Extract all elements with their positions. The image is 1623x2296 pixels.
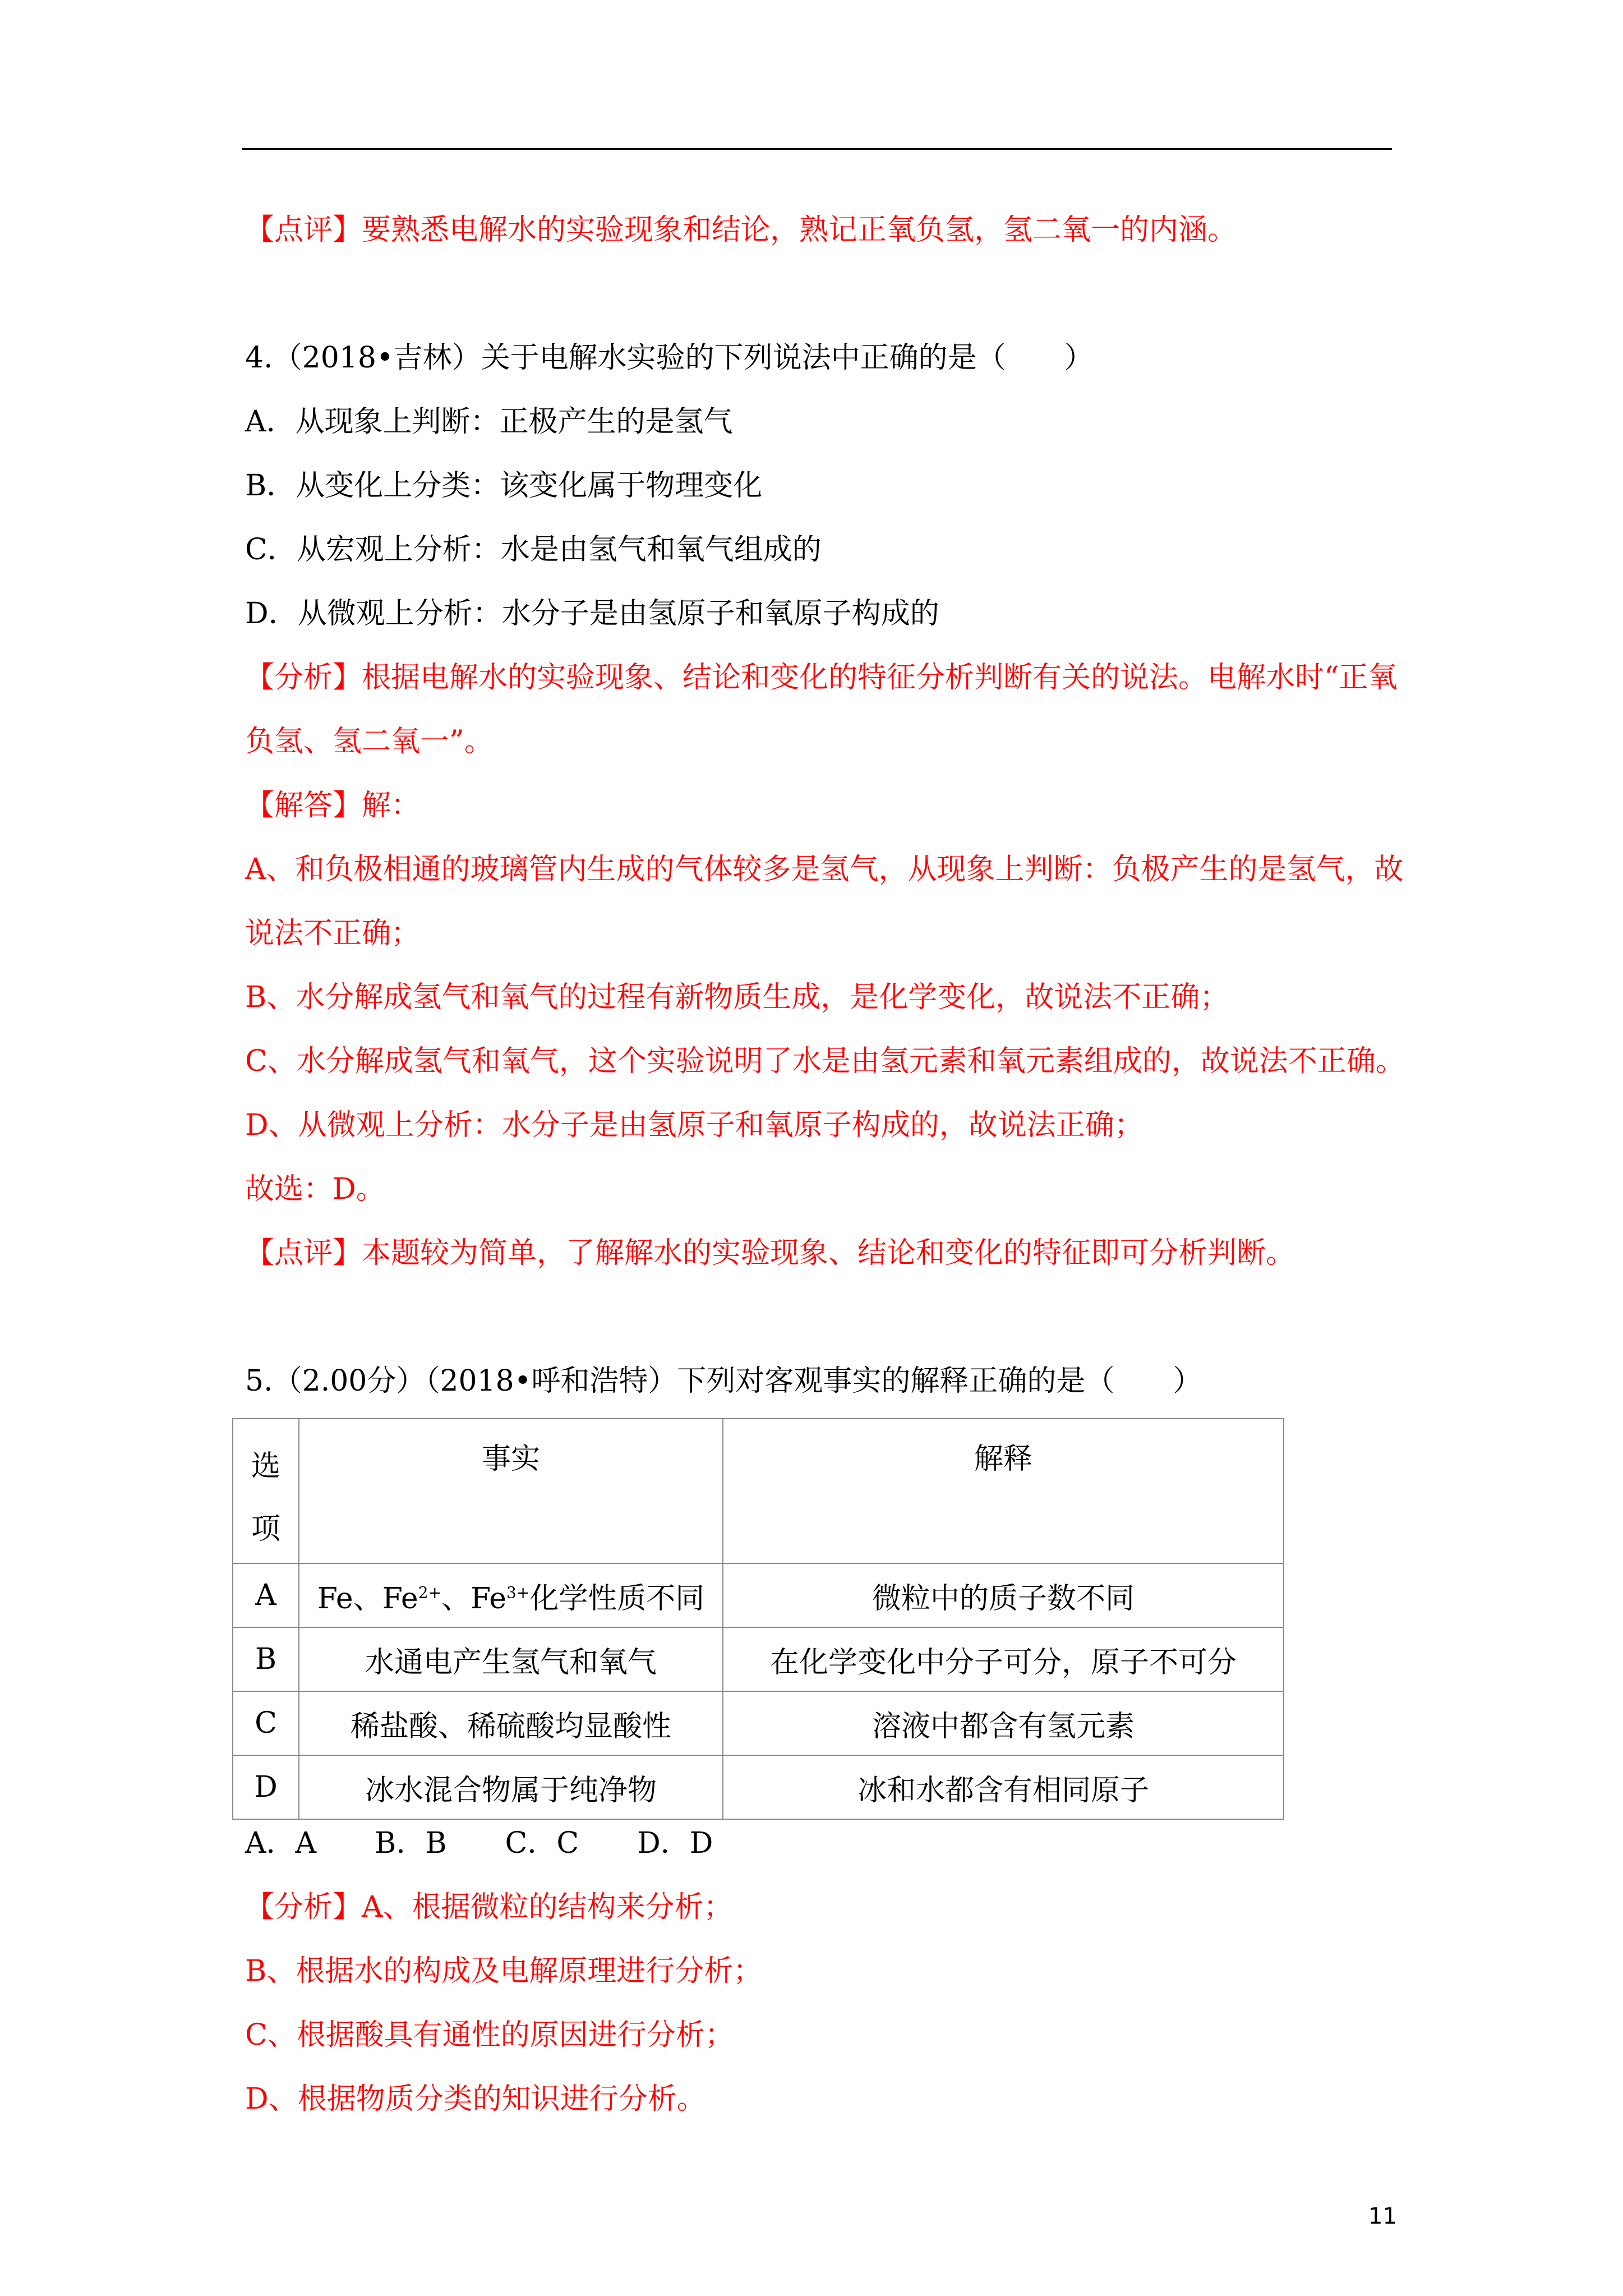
- q4-choice: 故选：D。: [245, 1172, 385, 1206]
- charge-superscript: 2+: [418, 1583, 441, 1602]
- charge-superscript: 3+: [506, 1583, 530, 1602]
- q4-option-a: A．从现象上判断：正极产生的是氢气: [245, 405, 733, 439]
- row-fact: 稀盐酸、稀硫酸均显酸性: [299, 1691, 723, 1755]
- header-option: [233, 1419, 299, 1563]
- fact-text: 化学性质不同: [529, 1581, 705, 1616]
- q4-analysis-line-1: 【分析】根据电解水的实验现象、结论和变化的特征分析判断有关的说法。电解水时“正氧: [245, 661, 1398, 694]
- q4-solution-a-line-1: A、和负极相通的玻璃管内生成的气体较多是氢气，从现象上判断：负极产生的是氢气，故: [245, 853, 1404, 886]
- q4-solution-c: C、水分解成氢气和氧气，这个实验说明了水是由氢元素和氧元素组成的，故说法不正确。: [245, 1045, 1405, 1078]
- row-option: C: [233, 1691, 299, 1755]
- page-number: 11: [1368, 2203, 1397, 2229]
- q4-solution-b: B、水分解成氢气和氧气的过程有新物质生成，是化学变化，故说法不正确；: [245, 981, 1229, 1014]
- row-explain: 冰和水都含有相同原子: [723, 1755, 1284, 1819]
- table-header-row: [233, 1419, 1284, 1563]
- row-explain: 溶液中都含有氢元素: [723, 1691, 1284, 1755]
- q4-answer-heading: 【解答】解：: [245, 789, 421, 822]
- header-fact: 事实: [299, 1419, 723, 1563]
- row-explain: 微粒中的质子数不同: [723, 1563, 1284, 1627]
- q4-stem: 4.（2018•吉林）关于电解水实验的下列说法中正确的是（ ）: [245, 341, 1094, 375]
- header-option-char-1: 选: [251, 1450, 280, 1483]
- q4-option-b: B．从变化上分类：该变化属于物理变化: [245, 469, 763, 503]
- table-row: [233, 1563, 1284, 1627]
- q4-analysis-line-2: 负氢、氢二氧一”。: [245, 725, 494, 758]
- q4-solution-d: D、从微观上分析：水分子是由氢原子和氧原子构成的，故说法正确；: [245, 1108, 1144, 1142]
- table-row: [233, 1755, 1284, 1819]
- q5-analysis-c: C、根据酸具有通性的原因进行分析；: [245, 2018, 734, 2052]
- q5-options: A．A B．B C．C D．D: [245, 1826, 713, 1860]
- header-option-char-2: 项: [251, 1512, 280, 1546]
- q5-analysis-b: B、根据水的构成及电解原理进行分析；: [245, 1954, 763, 1988]
- q4-option-d: D．从微观上分析：水分子是由氢原子和氧原子构成的: [245, 597, 939, 631]
- row-fact: 冰水混合物属于纯净物: [299, 1755, 723, 1819]
- q5-analysis-d: D、根据物质分类的知识进行分析。: [245, 2082, 706, 2116]
- row-fact: 水通电产生氢气和氧气: [299, 1627, 723, 1691]
- q4-option-c: C．从宏观上分析：水是由氢气和氧气组成的: [245, 533, 822, 567]
- q5-stem: 5.（2.00分）（2018•呼和浩特）下列对客观事实的解释正确的是（ ）: [245, 1364, 1202, 1398]
- q4-solution-a-line-2: 说法不正确；: [245, 917, 421, 950]
- fact-text: 、Fe: [441, 1581, 507, 1616]
- q5-facts-table: [232, 1418, 1284, 1820]
- header-rule: [242, 148, 1392, 150]
- q4-comment: 【点评】本题较为简单，了解解水的实验现象、结论和变化的特征即可分析判断。: [245, 1236, 1295, 1270]
- table-row: [233, 1627, 1284, 1691]
- row-explain: 在化学变化中分子可分，原子不可分: [723, 1627, 1284, 1691]
- header-explain: 解释: [723, 1419, 1284, 1563]
- q5-analysis-a: 【分析】A、根据微粒的结构来分析；: [245, 1890, 733, 1924]
- q3-comment: 【点评】要熟悉电解水的实验现象和结论，熟记正氧负氢，氢二氧一的内涵。: [245, 213, 1237, 247]
- row-option: B: [233, 1627, 299, 1691]
- row-option: A: [233, 1563, 299, 1627]
- table-row: [233, 1691, 1284, 1755]
- fact-text: Fe、Fe: [317, 1581, 418, 1616]
- row-option: D: [233, 1755, 299, 1819]
- row-fact: [299, 1563, 723, 1627]
